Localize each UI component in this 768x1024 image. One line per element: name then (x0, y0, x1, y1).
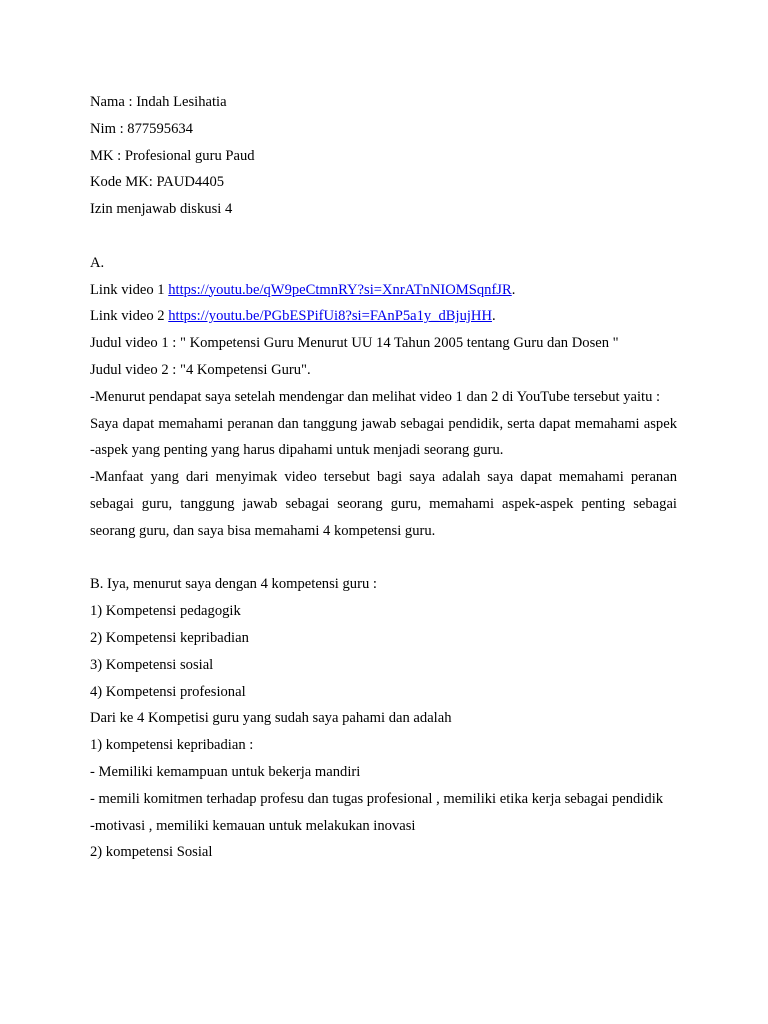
video1-link-prefix: Link video 1 (90, 281, 169, 298)
student-nim: Nim : 877595634 (90, 120, 193, 137)
personality-point: - memili komitmen terhadap profesu dan tugas profesional , memiliki etika kerja sebagai pendidik (90, 790, 664, 807)
competency-item: 1) Kompetensi pedagogik (90, 603, 241, 620)
video2-link-prefix: Link video 2 (90, 308, 169, 325)
section-b-intro: B. Iya, menurut saya dengan 4 kompetensi guru : (90, 576, 377, 593)
spacer (90, 223, 677, 250)
benefit-paragraph: -Manfaat yang dari menyimak video tersebut bagi saya adalah saya dapat memahami peranan sebagai guru, tanggung jawab sebagai seorang guru, memahami aspek-aspek penting sebagai seorang guru, dan saya bisa memahami 4 kompetensi guru. (90, 469, 677, 539)
personality-point: -motivasi , memiliki kemauan untuk melakukan inovasi (90, 817, 416, 834)
competency-summary: Dari ke 4 Kompetisi guru yang sudah saya pahami dan adalah (90, 710, 452, 727)
social-title: 2) kompetensi Sosial (90, 844, 213, 861)
video1-link-line (90, 277, 677, 304)
video2-link-line (90, 303, 677, 330)
competency-item: 2) Kompetensi kepribadian (90, 629, 249, 646)
discussion-intro: Izin menjawab diskusi 4 (90, 201, 233, 218)
course-name: MK : Profesional guru Paud (90, 147, 255, 164)
personality-point: - Memiliki kemampuan untuk bekerja mandiri (90, 763, 361, 780)
document-body (90, 89, 677, 866)
video2-link[interactable]: https://youtu.be/PGbESPifUi8?si=FAnP5a1y_dBjujHH (168, 308, 493, 325)
video1-link[interactable]: https://youtu.be/qW9peCtmnRY?si=XnrATnNIOMSqnfJR (168, 281, 512, 298)
opinion-paragraph: -Menurut pendapat saya setelah mendengar dan melihat video 1 dan 2 di YouTube tersebut yaitu : (90, 388, 661, 405)
video2-link-suffix: . (492, 308, 496, 325)
competency-item: 4) Kompetensi profesional (90, 683, 246, 700)
competency-item: 3) Kompetensi sosial (90, 656, 214, 673)
understanding-paragraph: Saya dapat memahami peranan dan tanggung jawab sebagai pendidik, serta dapat memahami aspek -aspek yang penting yang harus dipahami untuk menjadi seorang guru. (90, 415, 677, 459)
section-a-label: A. (90, 254, 105, 271)
spacer (90, 545, 677, 572)
student-name: Nama : Indah Lesihatia (90, 94, 227, 110)
video1-link-suffix: . (511, 281, 516, 298)
video2-title: Judul video 2 : "4 Kompetensi Guru". (90, 361, 311, 378)
personality-title: 1) kompetensi kepribadian : (90, 737, 254, 754)
video1-title: Judul video 1 : " Kompetensi Guru Menurut UU 14 Tahun 2005 tentang Guru dan Dosen " (90, 335, 619, 352)
course-code: Kode MK: PAUD4405 (90, 174, 225, 191)
